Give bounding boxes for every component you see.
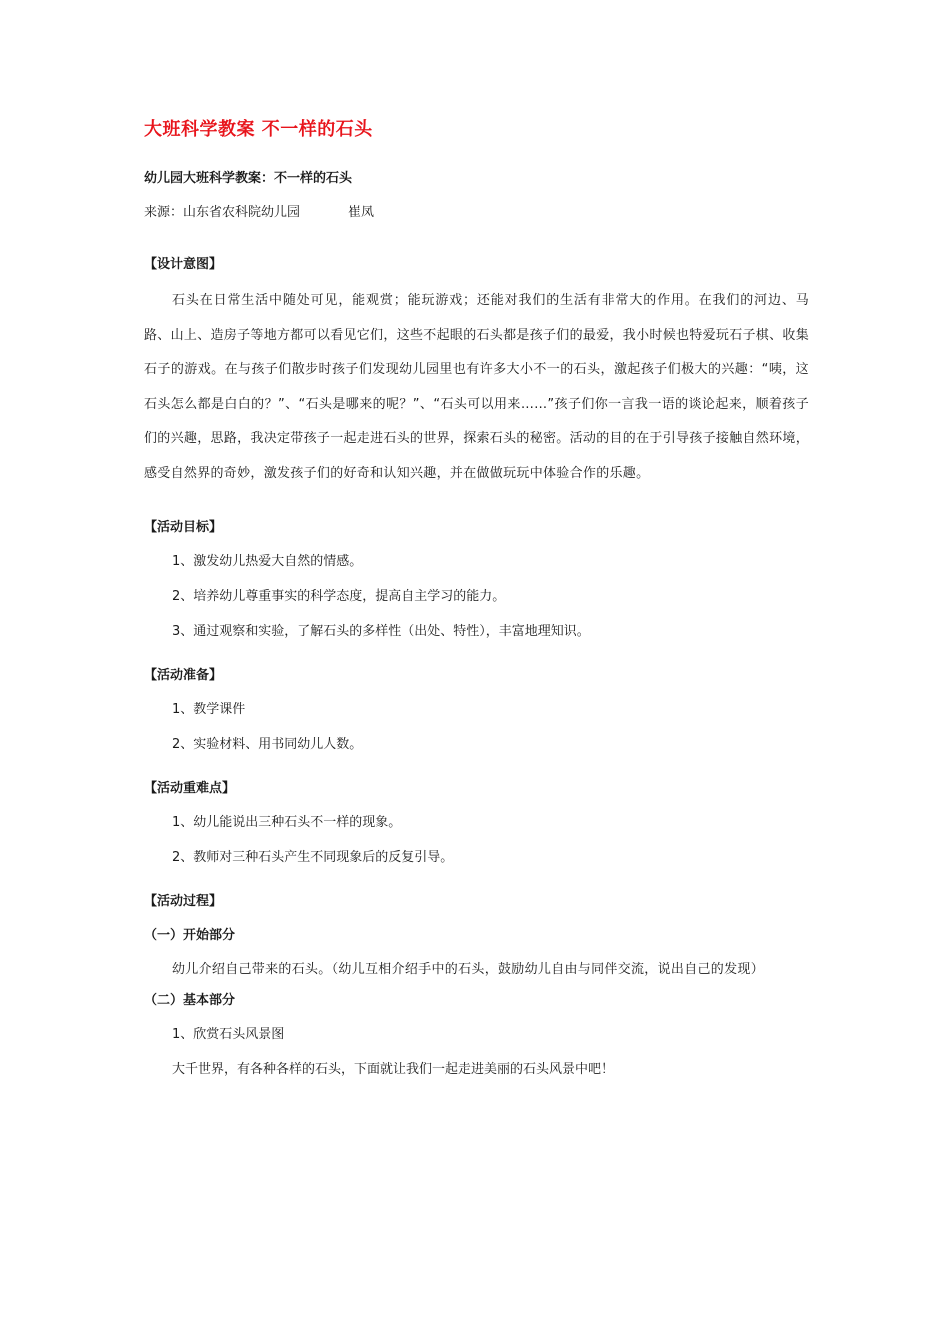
source-label: 来源：山东省农科院幼儿园 [144,205,301,220]
goal-item: 3、通过观察和实验，了解石头的多样性（出处、特性），丰富地理知识。 [172,624,590,639]
author-name: 崔凤 [348,205,375,220]
prep-item: 1、教学课件 [172,702,246,717]
section-heading-keypoints: 【活动重难点】 [144,781,236,796]
goal-item: 2、培养幼儿尊重事实的科学态度，提高自主学习的能力。 [172,589,506,604]
process-part2-item: 1、欣赏石头风景图 [172,1026,285,1042]
goal-item: 1、激发幼儿热爱大自然的情感。 [172,554,363,569]
keypoint-item: 1、幼儿能说出三种石头不一样的现象。 [172,815,402,830]
process-part2-heading: （二）基本部分 [144,992,236,1008]
document-page [144,118,809,1096]
source-line [144,204,809,222]
section-heading-process: 【活动过程】 [144,894,223,909]
document-title: 大班科学教案 不一样的石头 [144,119,373,140]
section-heading-prep: 【活动准备】 [144,668,223,683]
section-heading-goals: 【活动目标】 [144,520,223,535]
keypoint-item: 2、教师对三种石头产生不同现象后的反复引导。 [172,850,454,865]
prep-item: 2、实验材料、用书同幼儿人数。 [172,737,363,752]
design-paragraph: 石头在日常生活中随处可见，能观赏；能玩游戏；还能对我们的生活有非常大的作用。在我们的河边、马路、山上、造房子等地方都可以看见它们，这些不起眼的石头都是孩子们的最爱，我小时候也特爱玩石子棋、收集石子的游戏。在与孩子们散步时孩子们发现幼儿园里也有许多大小不一的石头，激起孩子们极大的兴趣：“咦，这石头怎么都是白白的？”、“石头是哪来的呢？”、“石头可以用来……”孩子们你一言我一语的谈论起来，顺着孩子们的兴趣，思路，我决定带孩子一起走进石头的世界，探索石头的秘密。活动的目的在于引导孩子接触自然环境，感受自然界的奇妙，激发孩子们的好奇和认知兴趣，并在做做玩玩中体验合作的乐趣。 [144,293,810,481]
process-part2-text: 大千世界，有各种各样的石头，下面就让我们一起走进美丽的石头风景中吧！ [172,1061,615,1077]
process-part1-heading: （一）开始部分 [144,928,236,943]
section-heading-design: 【设计意图】 [144,257,223,272]
document-subtitle: 幼儿园大班科学教案：不一样的石头 [144,171,353,186]
process-part1-text: 幼儿介绍自己带来的石头。（幼儿互相介绍手中的石头，鼓励幼儿自由与同伴交流，说出自己的发现） [172,962,765,977]
